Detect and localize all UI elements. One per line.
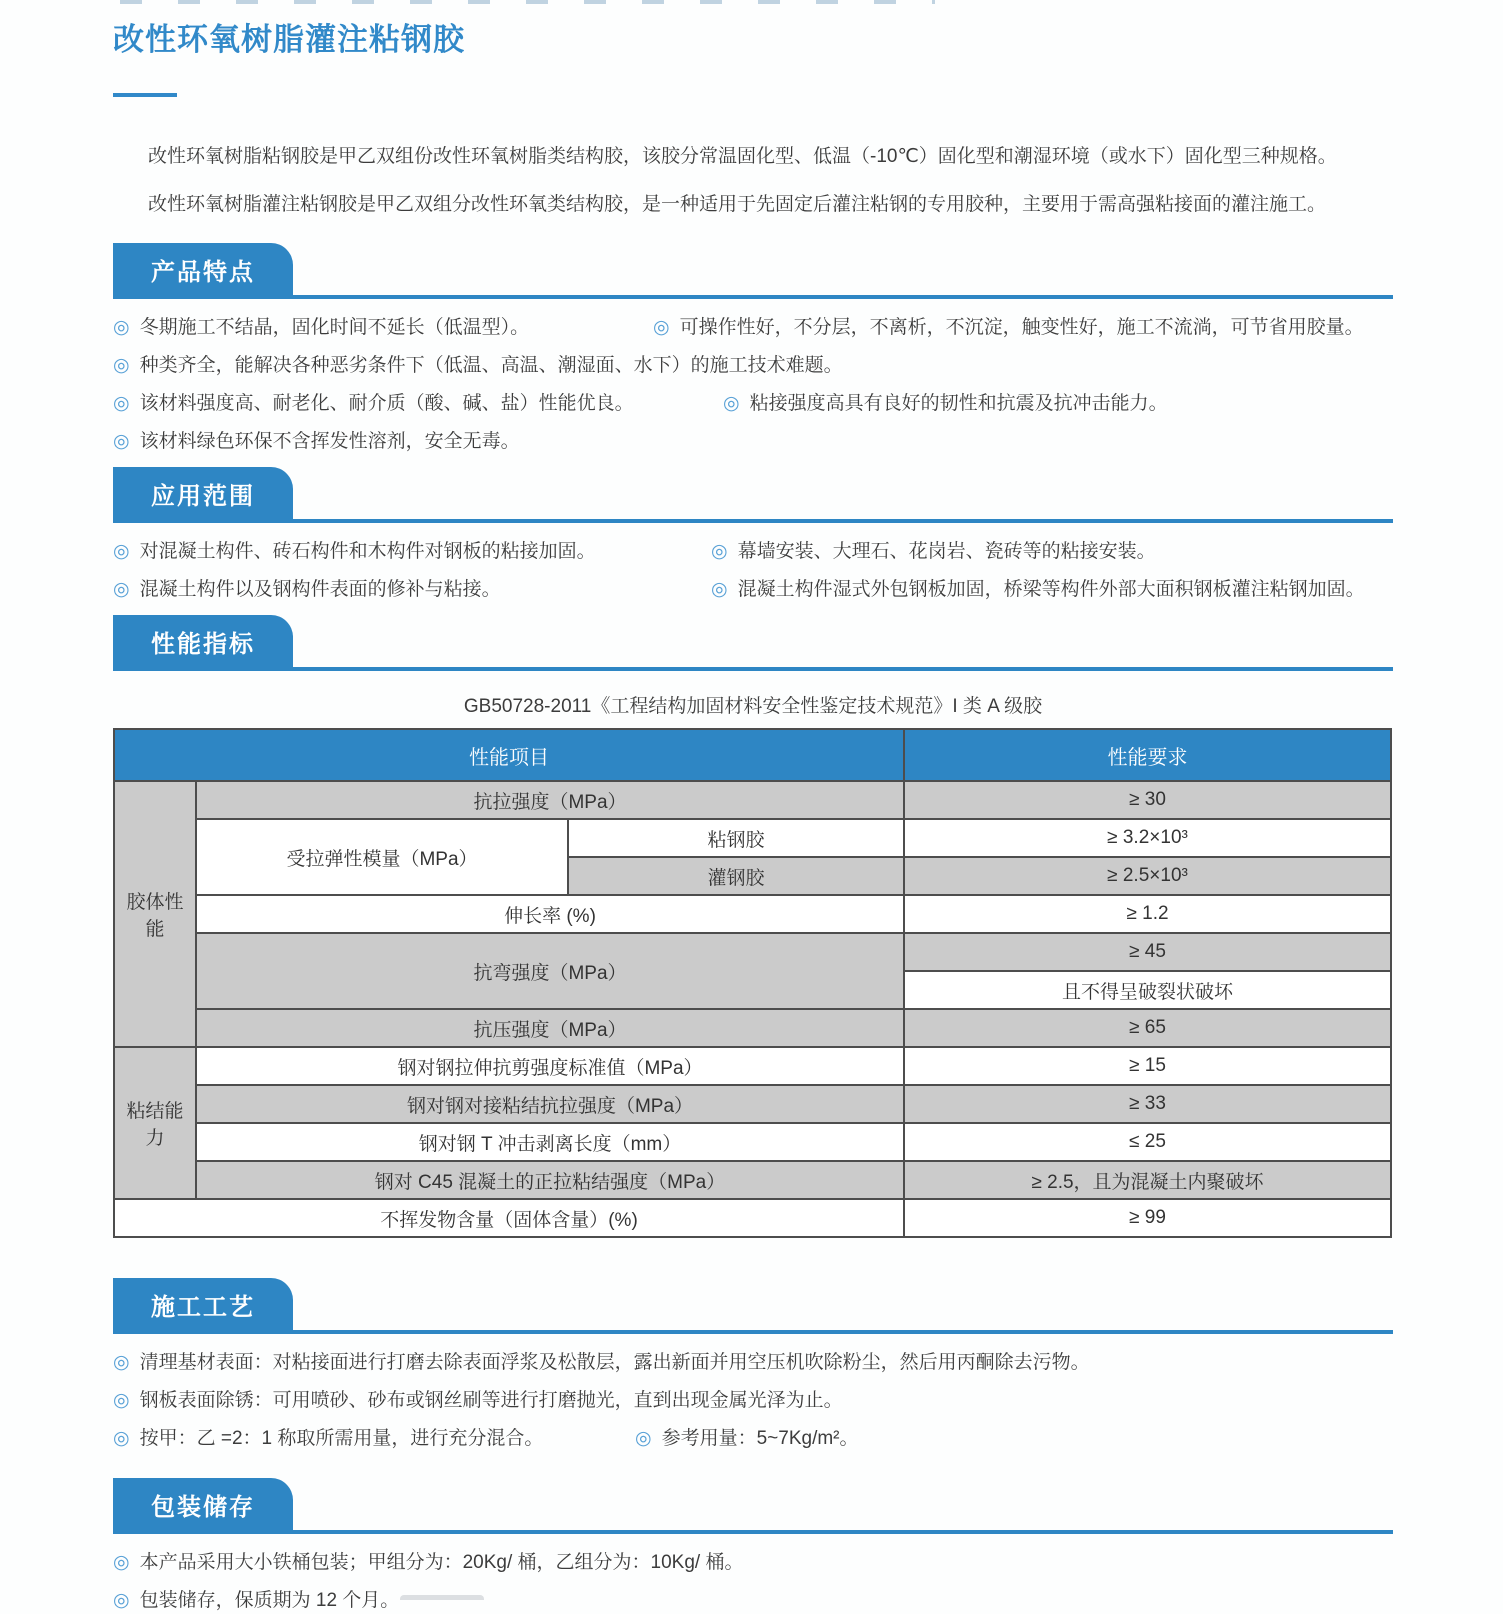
table-row [114,781,1391,819]
construction-text: 参考用量：5~7Kg/m²。 [661,1428,859,1449]
applications-list [113,539,1393,603]
ring-bullet-icon: ◎ [113,1352,130,1373]
list-item [113,1426,1393,1452]
ring-bullet-icon: ◎ [113,1428,130,1449]
property-name: 抗压强度（MPa） [196,1009,904,1047]
features-list [113,315,1393,455]
requirement-value: ≥ 33 [904,1085,1391,1123]
construction-text: 按甲：乙 =2：1 称取所需用量，进行充分混合。 [139,1428,544,1449]
property-subtype: 灌钢胶 [568,857,904,895]
intro-line: 改性环氧树脂灌注粘钢胶是甲乙双组分改性环氧类结构胶，是一种适用于先固定后灌注粘钢的专用胶种，主要用于需高强粘接面的灌注施工。 [148,194,1327,215]
table-caption: GB50728-2011《工程结构加固材料安全性鉴定技术规范》I 类 A 级胶 [463,696,1043,717]
section-tab-features: 产品特点 [113,243,293,295]
intro-line: 改性环氧树脂粘钢胶是甲乙双组份改性环氧树脂类结构胶，该胶分常温固化型、低温（-10℃）固化型和潮湿环境（或水下）固化型三种规格。 [148,146,1337,167]
section-tab-construction: 施工工艺 [113,1278,293,1330]
ring-bullet-icon: ◎ [113,1590,130,1611]
packaging-text: 本产品采用大小铁桶包装；甲组分为：20Kg/ 桶，乙组分为：10Kg/ 桶。 [139,1552,744,1573]
property-name: 伸长率 (%) [196,895,904,933]
table-row [114,1009,1391,1047]
construction-list [113,1350,1393,1452]
ring-bullet-icon: ◎ [113,393,130,414]
table-row [114,1047,1391,1085]
list-item [113,539,1393,565]
property-name: 抗拉强度（MPa） [196,781,904,819]
ring-bullet-icon: ◎ [711,579,728,600]
table-header-row [114,729,1391,781]
table-row [114,819,1391,857]
feature-text: 可操作性好，不分层，不离析，不沉淀，触变性好，施工不流淌，可节省用胶量。 [679,317,1364,338]
ring-bullet-icon: ◎ [635,1428,652,1449]
property-name: 钢对钢对接粘结抗拉强度（MPa） [196,1085,904,1123]
property-subtype: 粘钢胶 [568,819,904,857]
feature-text: 种类齐全，能解决各种恶劣条件下（低温、高温、潮湿面、水下）的施工技术难题。 [139,355,843,376]
section-header-applications [113,467,1393,523]
group-label-adhesive: 胶体性能 [114,781,196,1047]
construction-text: 清理基材表面：对粘接面进行打磨去除表面浮浆及松散层，露出新面并用空压机吹除粉尘，然后用丙酮除去污物。 [139,1352,1090,1373]
property-name: 抗弯强度（MPa） [196,933,904,1009]
property-name: 钢对 C45 混凝土的正拉粘结强度（MPa） [196,1161,904,1199]
requirement-value: ≥ 1.2 [904,895,1391,933]
intro-paragraph [113,133,1393,229]
list-item [113,391,1393,417]
requirement-value: ≤ 25 [904,1123,1391,1161]
application-text: 幕墙安装、大理石、花岗岩、瓷砖等的粘接安装。 [737,541,1156,562]
requirement-value: ≥ 2.5×10³ [904,857,1391,895]
ring-bullet-icon: ◎ [653,317,670,338]
ring-bullet-icon: ◎ [711,541,728,562]
list-item [113,1388,1393,1414]
requirement-value: 且不得呈破裂状破坏 [904,971,1391,1009]
title-underline [113,93,177,97]
section-header-construction [113,1278,1393,1334]
list-item [113,577,1393,603]
cropped-previous-line-artifact [120,0,935,4]
requirement-value: ≥ 99 [904,1199,1391,1237]
table-row [114,933,1391,971]
list-item [113,1588,1393,1614]
ring-bullet-icon: ◎ [113,1552,130,1573]
application-text: 混凝土构件以及钢构件表面的修补与粘接。 [139,579,501,600]
feature-text: 冬期施工不结晶，固化时间不延长（低温型）。 [139,317,530,338]
table-row [114,1085,1391,1123]
section-tab-packaging: 包装储存 [113,1478,293,1530]
section-header-packaging [113,1478,1393,1534]
ring-bullet-icon: ◎ [113,541,130,562]
ring-bullet-icon: ◎ [113,431,130,452]
requirement-value: ≥ 45 [904,933,1391,971]
property-name: 不挥发物含量（固体含量）(%) [114,1199,904,1237]
feature-text: 粘接强度高具有良好的韧性和抗震及抗冲击能力。 [749,393,1168,414]
feature-text: 该材料绿色环保不含挥发性溶剂，安全无毒。 [139,431,520,452]
cropped-next-section-artifact [400,1595,484,1600]
group-label-bonding: 粘结能力 [114,1047,196,1199]
column-header-item: 性能项目 [114,729,904,781]
list-item [113,1350,1393,1376]
application-text: 混凝土构件湿式外包钢板加固，桥梁等构件外部大面积钢板灌注粘钢加固。 [737,579,1365,600]
table-row [114,1161,1391,1199]
requirement-value: ≥ 65 [904,1009,1391,1047]
packaging-text: 包装储存，保质期为 12 个月。 [139,1590,400,1611]
list-item [113,353,1393,379]
table-row [114,895,1391,933]
page-title: 改性环氧树脂灌注粘钢胶 [113,22,465,57]
property-name: 钢对钢拉伸抗剪强度标准值（MPa） [196,1047,904,1085]
section-tab-applications: 应用范围 [113,467,293,519]
packaging-list [113,1550,1393,1614]
section-header-performance [113,615,1393,671]
performance-table [113,728,1392,1238]
list-item [113,429,1393,455]
section-header-features [113,243,1393,299]
application-text: 对混凝土构件、砖石构件和木构件对钢板的粘接加固。 [139,541,596,562]
list-item [113,1550,1393,1576]
requirement-value: ≥ 2.5，且为混凝土内聚破坏 [904,1161,1391,1199]
list-item [113,315,1393,341]
ring-bullet-icon: ◎ [113,1390,130,1411]
feature-text: 该材料强度高、耐老化、耐介质（酸、碱、盐）性能优良。 [139,393,634,414]
property-name: 受拉弹性模量（MPa） [196,819,568,895]
property-name: 钢对钢 T 冲击剥离长度（mm） [196,1123,904,1161]
ring-bullet-icon: ◎ [723,393,740,414]
ring-bullet-icon: ◎ [113,355,130,376]
ring-bullet-icon: ◎ [113,317,130,338]
table-row [114,1199,1391,1237]
requirement-value: ≥ 30 [904,781,1391,819]
section-tab-performance: 性能指标 [113,615,293,667]
requirement-value: ≥ 15 [904,1047,1391,1085]
ring-bullet-icon: ◎ [113,579,130,600]
construction-text: 钢板表面除锈：可用喷砂、砂布或钢丝刷等进行打磨抛光，直到出现金属光泽为止。 [139,1390,843,1411]
column-header-requirement: 性能要求 [904,729,1391,781]
requirement-value: ≥ 3.2×10³ [904,819,1391,857]
table-row [114,1123,1391,1161]
